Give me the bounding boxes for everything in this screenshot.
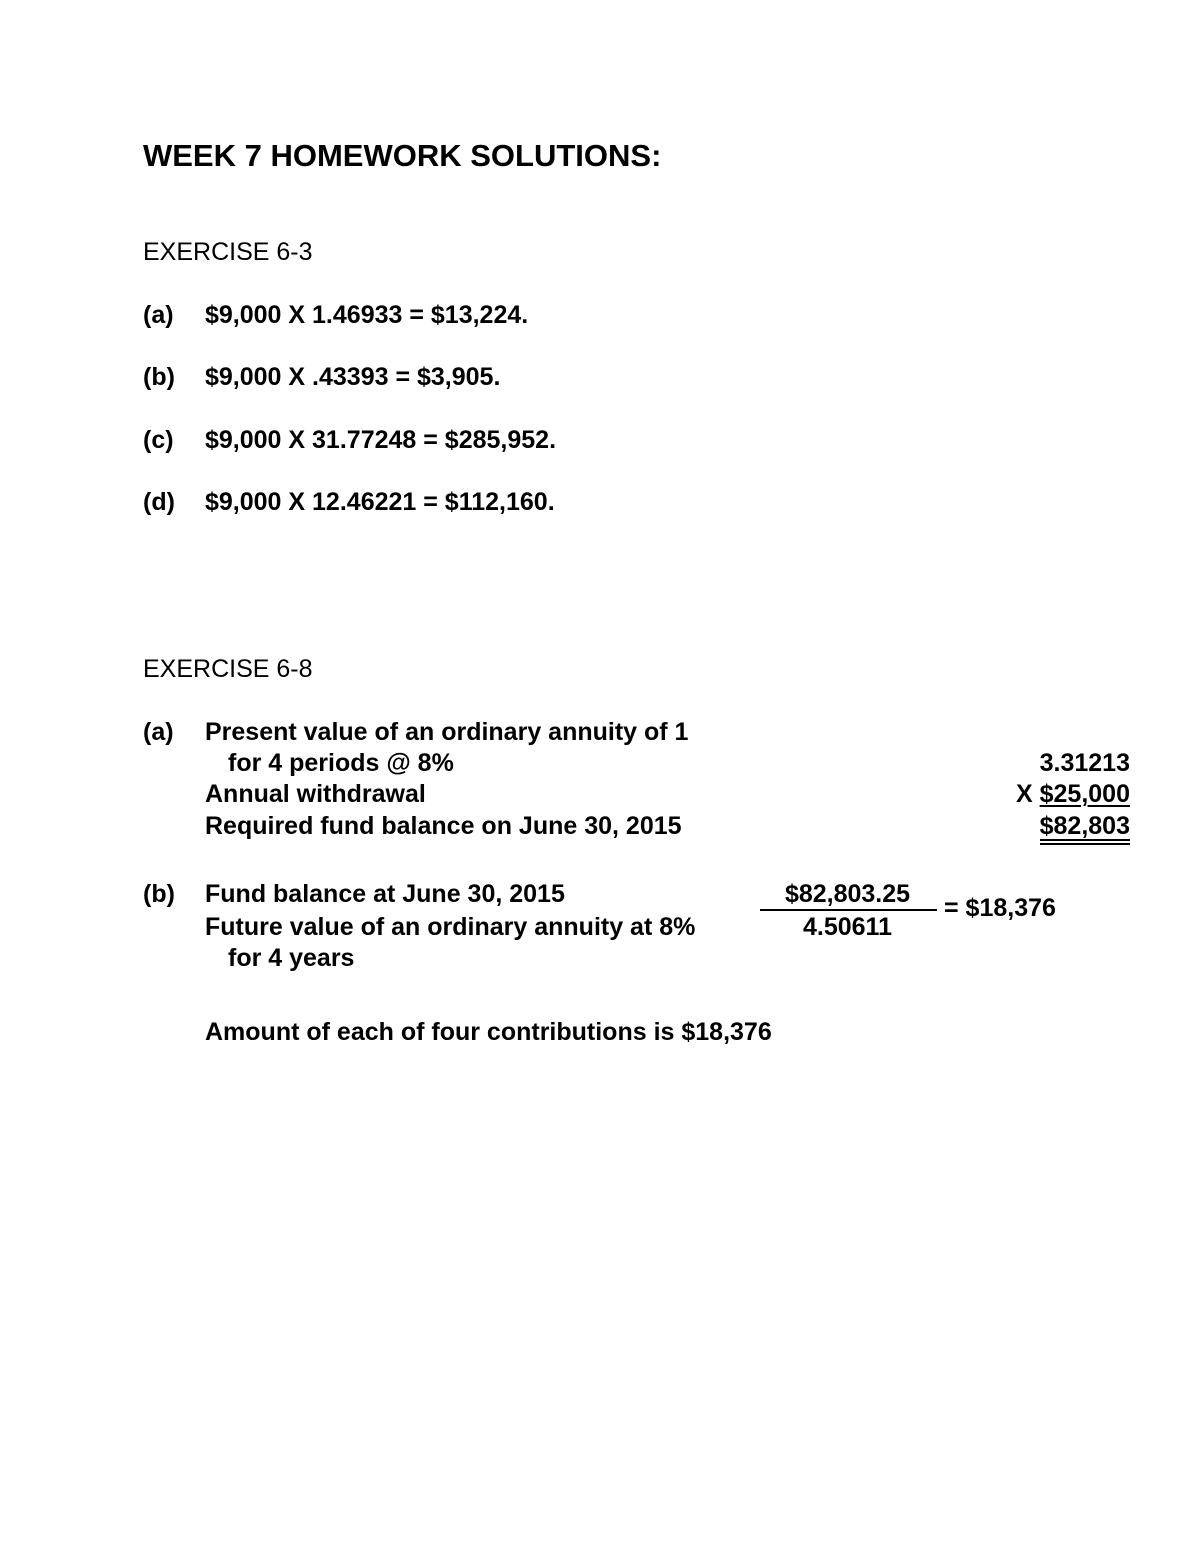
required-balance-value: $82,803: [1039, 812, 1130, 840]
item-label: (d): [143, 488, 175, 516]
fraction-result: = $18,376: [944, 894, 1056, 922]
exercise-6-8-heading: EXERCISE 6-8: [143, 655, 313, 683]
fraction-numerator: $82,803.25: [784, 880, 911, 908]
item-label: (b): [143, 363, 175, 391]
item-calculation: $9,000 X 31.77248 = $285,952.: [205, 426, 557, 454]
item-calculation: $9,000 X .43393 = $3,905.: [205, 363, 501, 391]
fund-balance-line: Fund balance at June 30, 2015: [205, 880, 565, 908]
withdrawal-value: $25,000: [1039, 780, 1130, 808]
item-calculation: $9,000 X 1.46933 = $13,224.: [205, 301, 529, 329]
required-balance-line: Required fund balance on June 30, 2015: [205, 812, 682, 840]
pv-periods-line: for 4 periods @ 8%: [228, 749, 454, 777]
exercise-6-3-heading: EXERCISE 6-3: [143, 238, 313, 266]
conclusion-line: Amount of each of four contributions is $18,376: [205, 1018, 772, 1046]
part-a-label: (a): [143, 718, 174, 746]
item-calculation: $9,000 X 12.46221 = $112,160.: [205, 488, 555, 516]
item-label: (a): [143, 301, 174, 329]
fv-annuity-line: Future value of an ordinary annuity at 8%: [205, 913, 696, 941]
required-balance-amount: [1040, 811, 1130, 841]
fv-years-line: for 4 years: [228, 944, 355, 972]
page-title: WEEK 7 HOMEWORK SOLUTIONS:: [143, 138, 662, 173]
pv-annuity-line: Present value of an ordinary annuity of 1: [205, 718, 689, 746]
fraction-bar: [760, 909, 937, 911]
annual-withdrawal-line: Annual withdrawal: [205, 780, 426, 808]
item-label: (c): [143, 426, 174, 454]
pv-factor-value: 3.31213: [1039, 749, 1130, 777]
fraction-denominator: 4.50611: [803, 913, 892, 941]
part-b-label: (b): [143, 880, 175, 908]
annual-withdrawal-amount: [1016, 779, 1130, 809]
multiply-sign: X: [1015, 780, 1033, 808]
